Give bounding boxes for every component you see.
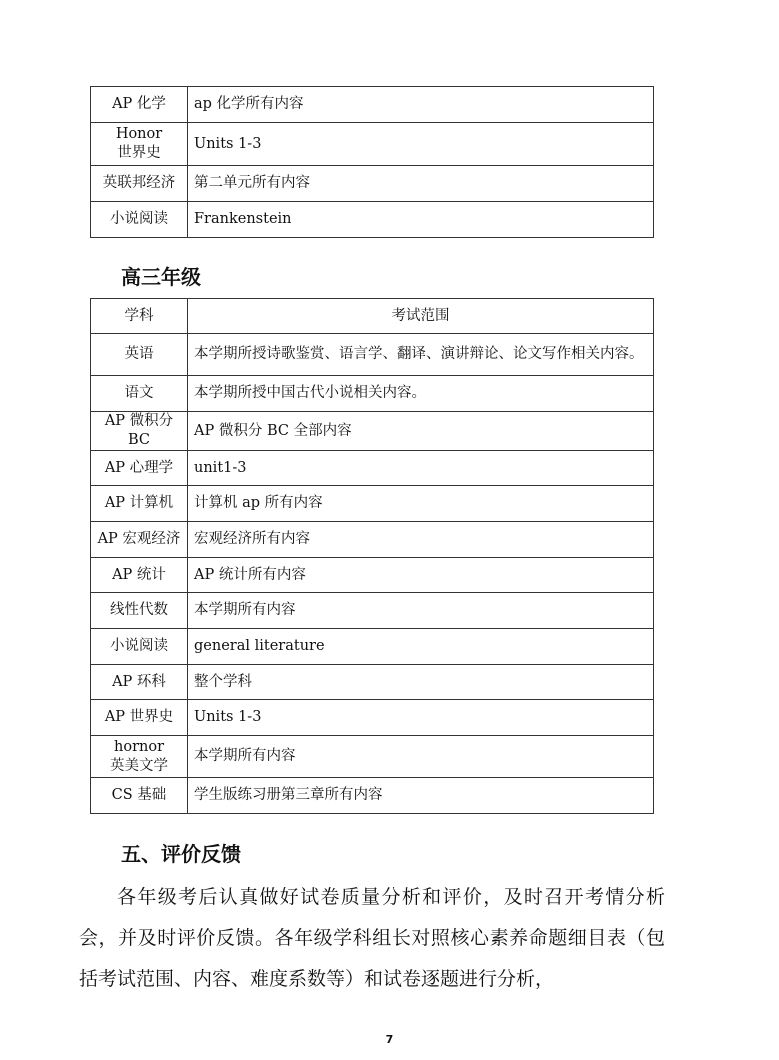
subject-cell: 英语 [91,334,188,376]
subject-cell: hornor 英美文学 [91,736,188,778]
table-row [91,123,654,166]
table-row [91,629,654,665]
subject-cell: 语文 [91,376,188,412]
table-row [91,558,654,593]
table-row [91,87,654,123]
table-row [91,593,654,629]
subject-cell: 小说阅读 [91,202,188,238]
table-row [91,451,654,486]
subject-cell: AP 心理学 [91,451,188,486]
table-row [91,736,654,778]
subject-cell: AP 计算机 [91,486,188,522]
subject-header: 学科 [91,299,188,334]
table-row [91,166,654,202]
scope-cell: Units 1-3 [188,123,654,166]
table-row [91,412,654,451]
table-row [91,522,654,558]
subject-cell: Honor 世界史 [91,123,188,166]
scope-cell: general literature [188,629,654,665]
paragraph-text: 各年级考后认真做好试卷质量分析和评价，及时召开考情分析会，并及时评价反馈。各年级学科组长对照核心素养命题细目表（包括考试范围、内容、难度系数等）和试卷逐题进行分析， [79,886,665,990]
scope-cell: 第二单元所有内容 [188,166,654,202]
scope-cell: 本学期所授诗歌鉴赏、语言学、翻译、演讲辩论、论文写作相关内容。 [188,334,654,376]
table-row [91,665,654,700]
scope-cell: 本学期所有内容 [188,593,654,629]
subject-cell: 线性代数 [91,593,188,629]
scope-header: 考试范围 [188,299,654,334]
scope-cell: 本学期所有内容 [188,736,654,778]
table-header-row [91,299,654,334]
scope-cell: Frankenstein [188,202,654,238]
subject-cell: 英联邦经济 [91,166,188,202]
scope-cell: Units 1-3 [188,700,654,736]
subject-cell: CS 基础 [91,778,188,814]
grade12-heading: 高三年级 [121,265,201,289]
scope-cell: AP 统计所有内容 [188,558,654,593]
scope-cell: 计算机 ap 所有内容 [188,486,654,522]
scope-cell: 整个学科 [188,665,654,700]
grade12-exam-scope-table [90,298,654,814]
scope-cell: 学生版练习册第三章所有内容 [188,778,654,814]
subject-cell: 小说阅读 [91,629,188,665]
body-paragraph [79,877,665,1000]
scope-cell: 本学期所授中国古代小说相关内容。 [188,376,654,412]
scope-cell: 宏观经济所有内容 [188,522,654,558]
table-row [91,334,654,376]
table-row [91,376,654,412]
scope-cell: ap 化学所有内容 [188,87,654,123]
subject-cell: AP 统计 [91,558,188,593]
subject-cell: AP 环科 [91,665,188,700]
subject-cell: AP 化学 [91,87,188,123]
exam-scope-table-continued [90,86,654,238]
subject-cell: AP 微积分 BC [91,412,188,451]
subject-cell: AP 宏观经济 [91,522,188,558]
scope-cell: AP 微积分 BC 全部内容 [188,412,654,451]
subject-cell: AP 世界史 [91,700,188,736]
table-row [91,778,654,814]
table-row [91,202,654,238]
section-heading: 五、评价反馈 [121,842,241,866]
scope-cell: unit1-3 [188,451,654,486]
table-row [91,486,654,522]
table-row [91,700,654,736]
page-number: 7 [385,1033,394,1046]
